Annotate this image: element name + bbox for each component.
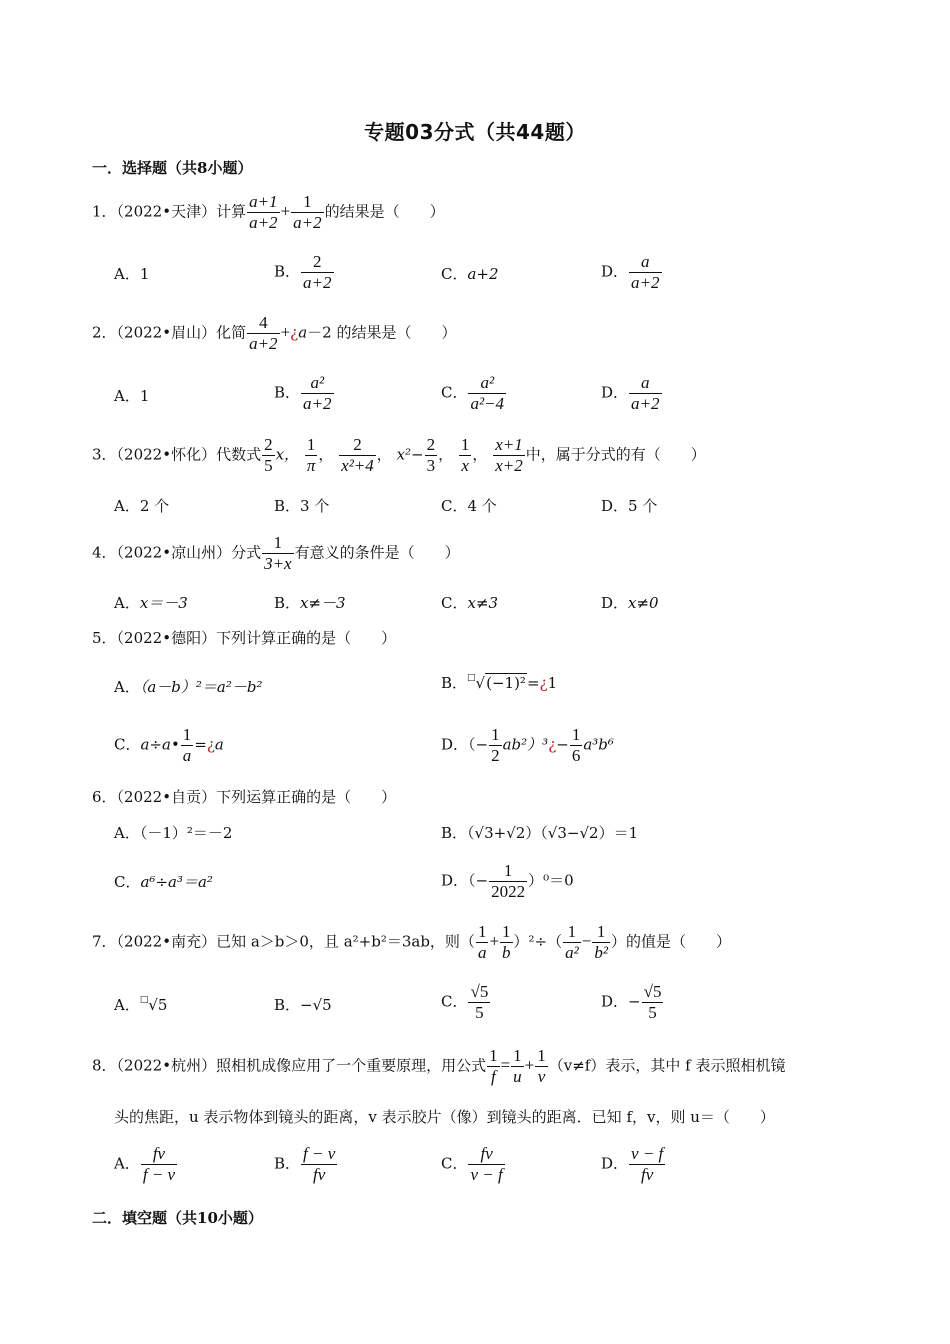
- option-a: A．1: [114, 265, 150, 283]
- option-d: D． $\frac{v - f}{fv}$: [601, 1144, 664, 1184]
- option-a: A．□√5: [114, 995, 168, 1014]
- option-d: D．x≠0: [601, 594, 659, 612]
- question-8: 8．（2022•杭州）照相机成像应用了一个重要原理，用公式 $\frac{1}{f}$ = $\frac{1}{u}$ + $\frac{1}{v}$ （v≠f）表示，其中 f 表示照相机镜: [92, 1046, 786, 1086]
- option-d: D． $\frac{a}{a+2}$: [601, 252, 660, 292]
- question-number: 1．: [92, 202, 117, 221]
- question-source: （2022•天津）计算: [116, 202, 247, 221]
- option-d: D．− $\frac{√5}{5}$: [601, 982, 662, 1022]
- option-c: C．a+2: [441, 265, 499, 283]
- fraction: $\frac{a+1}{a+2}$: [249, 192, 278, 232]
- option-c: C．a⁶÷a³＝a²: [114, 873, 213, 891]
- section-heading-fill: 二．填空题（共10小题）: [92, 1209, 263, 1227]
- option-d: D．5 个: [601, 497, 658, 515]
- option-a: A．（－1）²＝－2: [114, 824, 233, 842]
- section-heading-choice: 一．选择题（共8小题）: [92, 159, 253, 177]
- fraction: $\frac{4}{a+2}$: [249, 313, 278, 353]
- option-c: C．x≠3: [441, 594, 499, 612]
- question-7: 7．（2022•南充）已知 a＞b＞0，且 a²+b²＝3ab，则（ $\frac{1}{a}$ + $\frac{1}{b}$ ）²÷（ $\frac{1}{\text{a²}}$ − $\frac{1}{\text{b²}}$ ）的值是（ ）: [92, 922, 731, 962]
- option-b: B． $\frac{\text{a²}}{a+2}$: [274, 373, 332, 413]
- question-5: 5．（2022•德阳）下列计算正确的是（ ）: [92, 629, 397, 647]
- question-1: [92, 193, 445, 232]
- option-c: C． $\frac{fv}{v - f}$: [441, 1144, 503, 1184]
- option-b: B．−√5: [274, 996, 332, 1014]
- question-8-line2: 头的焦距，u 表示物体到镜头的距离，v 表示胶片（像）到镜头的距离．已知 f，v，则 u＝（ ）: [114, 1108, 775, 1126]
- question-3: 3．（2022•怀化）代数式 $\frac{2}{5}$ x， $\frac{1}{\pi}$ ， $\frac{2}{\text{x²+4}}$ ， x²− $\frac{2}{3}$ ， $\frac{1}{x}$ ， $\frac{x+1}{x+2}$ 中，属于分式的有（ ）: [92, 435, 706, 475]
- option-a: A． $\frac{fv}{f - v}$: [114, 1144, 176, 1184]
- operator: +: [280, 201, 291, 221]
- option-d: D．（− $\frac{1}{2022}$ ）⁰＝0: [441, 861, 574, 901]
- option-d: D． $\frac{a}{a+2}$: [601, 373, 660, 413]
- question-2: 2．（2022•眉山）化简 $\frac{4}{a+2}$ +¿a－2 的结果是（ ）: [92, 313, 457, 353]
- question-6: 6．（2022•自贡）下列运算正确的是（ ）: [92, 788, 397, 806]
- option-c: C． $\frac{\text{a²}}{\text{a²−4}}$: [441, 373, 505, 413]
- option-a: A．2 个: [114, 497, 170, 515]
- question-number: 2．: [92, 323, 117, 342]
- page-title: 专题03分式（共44题）: [364, 120, 586, 144]
- option-c: C．4 个: [441, 497, 497, 515]
- question-4: 4．（2022•凉山州）分式 $\frac{1}{3+x}$ 有意义的条件是（ ）: [92, 533, 460, 573]
- option-a: A．x＝－3: [114, 594, 188, 612]
- option-d: D．（− $\frac{1}{2}$ ab²）³¿− $\frac{1}{6}$ a³b⁶: [441, 725, 614, 765]
- option-b: B．x≠－3: [274, 594, 346, 612]
- option-b: B．（√3+√2）（√3−√2）＝1: [441, 824, 639, 842]
- option-b: B．3 个: [274, 497, 330, 515]
- option-a: A．（a－b）²＝a²－b²: [114, 678, 263, 696]
- option-b: B． $\frac{2}{a+2}$: [274, 252, 332, 292]
- question-source: （2022•眉山）化简: [116, 323, 247, 342]
- question-tail: 的结果是（ ）: [324, 202, 445, 221]
- fraction: $\frac{1}{a+2}$: [293, 192, 322, 232]
- option-b: B． $\frac{f - v}{fv}$: [274, 1144, 336, 1184]
- option-b: B．□√(−1)²=¿1: [441, 673, 558, 692]
- option-c: C．a÷a• $\frac{1}{a}$ =¿a: [114, 725, 224, 765]
- option-c: C． $\frac{√5}{5}$: [441, 982, 489, 1022]
- option-a: A．1: [114, 387, 150, 405]
